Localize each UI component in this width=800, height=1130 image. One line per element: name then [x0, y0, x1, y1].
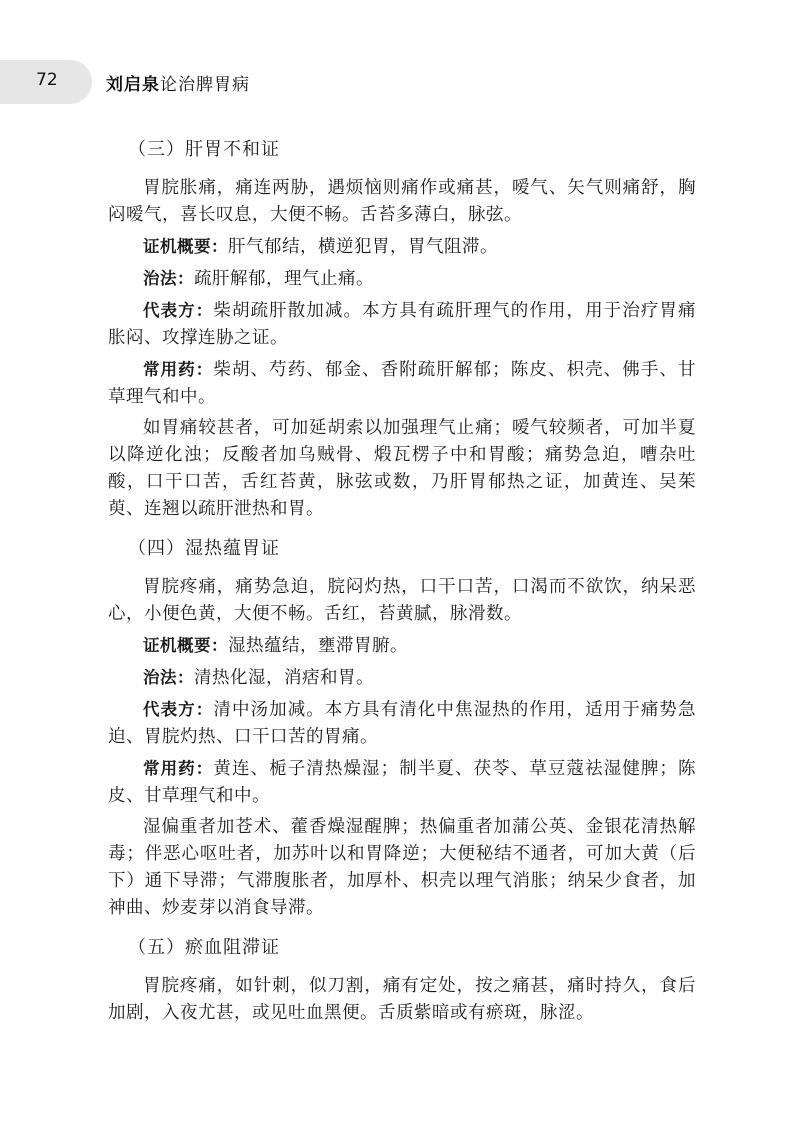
herbs-label: 常用药：: [143, 360, 214, 379]
section-4-formula: [108, 696, 696, 751]
section-3-herbs: [108, 356, 696, 411]
treatment-label: 治法：: [143, 668, 194, 687]
running-title-author: 刘启泉: [106, 75, 160, 95]
section-3-symptoms: 胃脘胀痛，痛连两胁，遇烦恼则痛作或痛甚，嗳气、矢气则痛舒，胸闷嗳气，喜长叹息，大便不畅。舌苔多薄白，脉弦。: [108, 178, 696, 225]
mechanism-text: 肝气郁结，横逆犯胃，胃气阻滞。: [228, 237, 498, 257]
page-header: [0, 60, 800, 104]
treatment-text: 疏肝解郁，理气止痛。: [194, 269, 374, 289]
page-body: [108, 136, 696, 1031]
herbs-text: 柴胡、芍药、郁金、香附疏肝解郁；陈皮、枳壳、佛手、甘草理气和中。: [108, 360, 697, 407]
section-4-mechanism: [108, 632, 696, 660]
section-4-treatment: [108, 664, 696, 692]
section-title-5: （五）瘀血阻滞证: [128, 937, 280, 958]
section-3-mechanism: [108, 233, 696, 261]
section-4-herbs: [108, 755, 696, 810]
section-3-formula: [108, 297, 696, 352]
formula-text: 清中汤加减。本方具有清化中焦湿热的作用，适用于痛势急迫、胃脘灼热、口干口苦的胃痛。: [108, 700, 697, 747]
section-3-treatment: [108, 265, 696, 293]
section-title-3: （三）肝胃不和证: [128, 139, 280, 160]
mechanism-label: 证机概要：: [143, 237, 228, 256]
section-title-4: （四）湿热蕴胃证: [128, 538, 280, 559]
herbs-text: 黄连、栀子清热燥湿；制半夏、茯苓、草豆蔻祛湿健脾；陈皮、甘草理气和中。: [108, 759, 697, 806]
formula-label: 代表方：: [143, 301, 214, 320]
page-number: 72: [36, 70, 58, 90]
running-title: [106, 70, 250, 95]
herbs-label: 常用药：: [143, 759, 214, 778]
formula-label: 代表方：: [143, 700, 214, 719]
section-3-modifications: 如胃痛较甚者，可加延胡索以加强理气止痛；嗳气较频者，可加半夏以降逆化浊；反酸者加乌贼骨、煅瓦楞子中和胃酸；痛势急迫，嘈杂吐酸，口干口苦，舌红苔黄，脉弦或数，乃肝胃郁热之证，加黄连、吴茱萸、连翘以疏肝泄热和胃。: [108, 418, 696, 519]
treatment-label: 治法：: [143, 269, 194, 288]
treatment-text: 清热化湿，消痞和胃。: [194, 668, 374, 688]
page-number-tab: [0, 60, 92, 104]
mechanism-text: 湿热蕴结，壅滞胃腑。: [228, 636, 408, 656]
section-5-symptoms: 胃脘疼痛，如针刺，似刀割，痛有定处，按之痛甚，痛时持久，食后加剧，入夜尤甚，或见吐血黑便。舌质紫暗或有瘀斑，脉涩。: [108, 976, 696, 1023]
section-4-symptoms: 胃脘疼痛，痛势急迫，脘闷灼热，口干口苦，口渴而不欲饮，纳呆恶心，小便色黄，大便不畅。舌红，苔黄腻，脉滑数。: [108, 577, 696, 624]
section-4-modifications: 湿偏重者加苍术、藿香燥湿醒脾；热偏重者加蒲公英、金银花清热解毒；伴恶心呕吐者，加苏叶以和胃降逆；大便秘结不通者，可加大黄（后下）通下导滞；气滞腹胀者，加厚朴、枳壳以理气消胀；纳呆少食者，加神曲、炒麦芽以消食导滞。: [108, 817, 696, 918]
mechanism-label: 证机概要：: [143, 636, 228, 655]
formula-text: 柴胡疏肝散加减。本方具有疏肝理气的作用，用于治疗胃痛胀闷、攻撑连胁之证。: [108, 301, 697, 348]
running-title-book: 论治脾胃病: [160, 75, 250, 95]
